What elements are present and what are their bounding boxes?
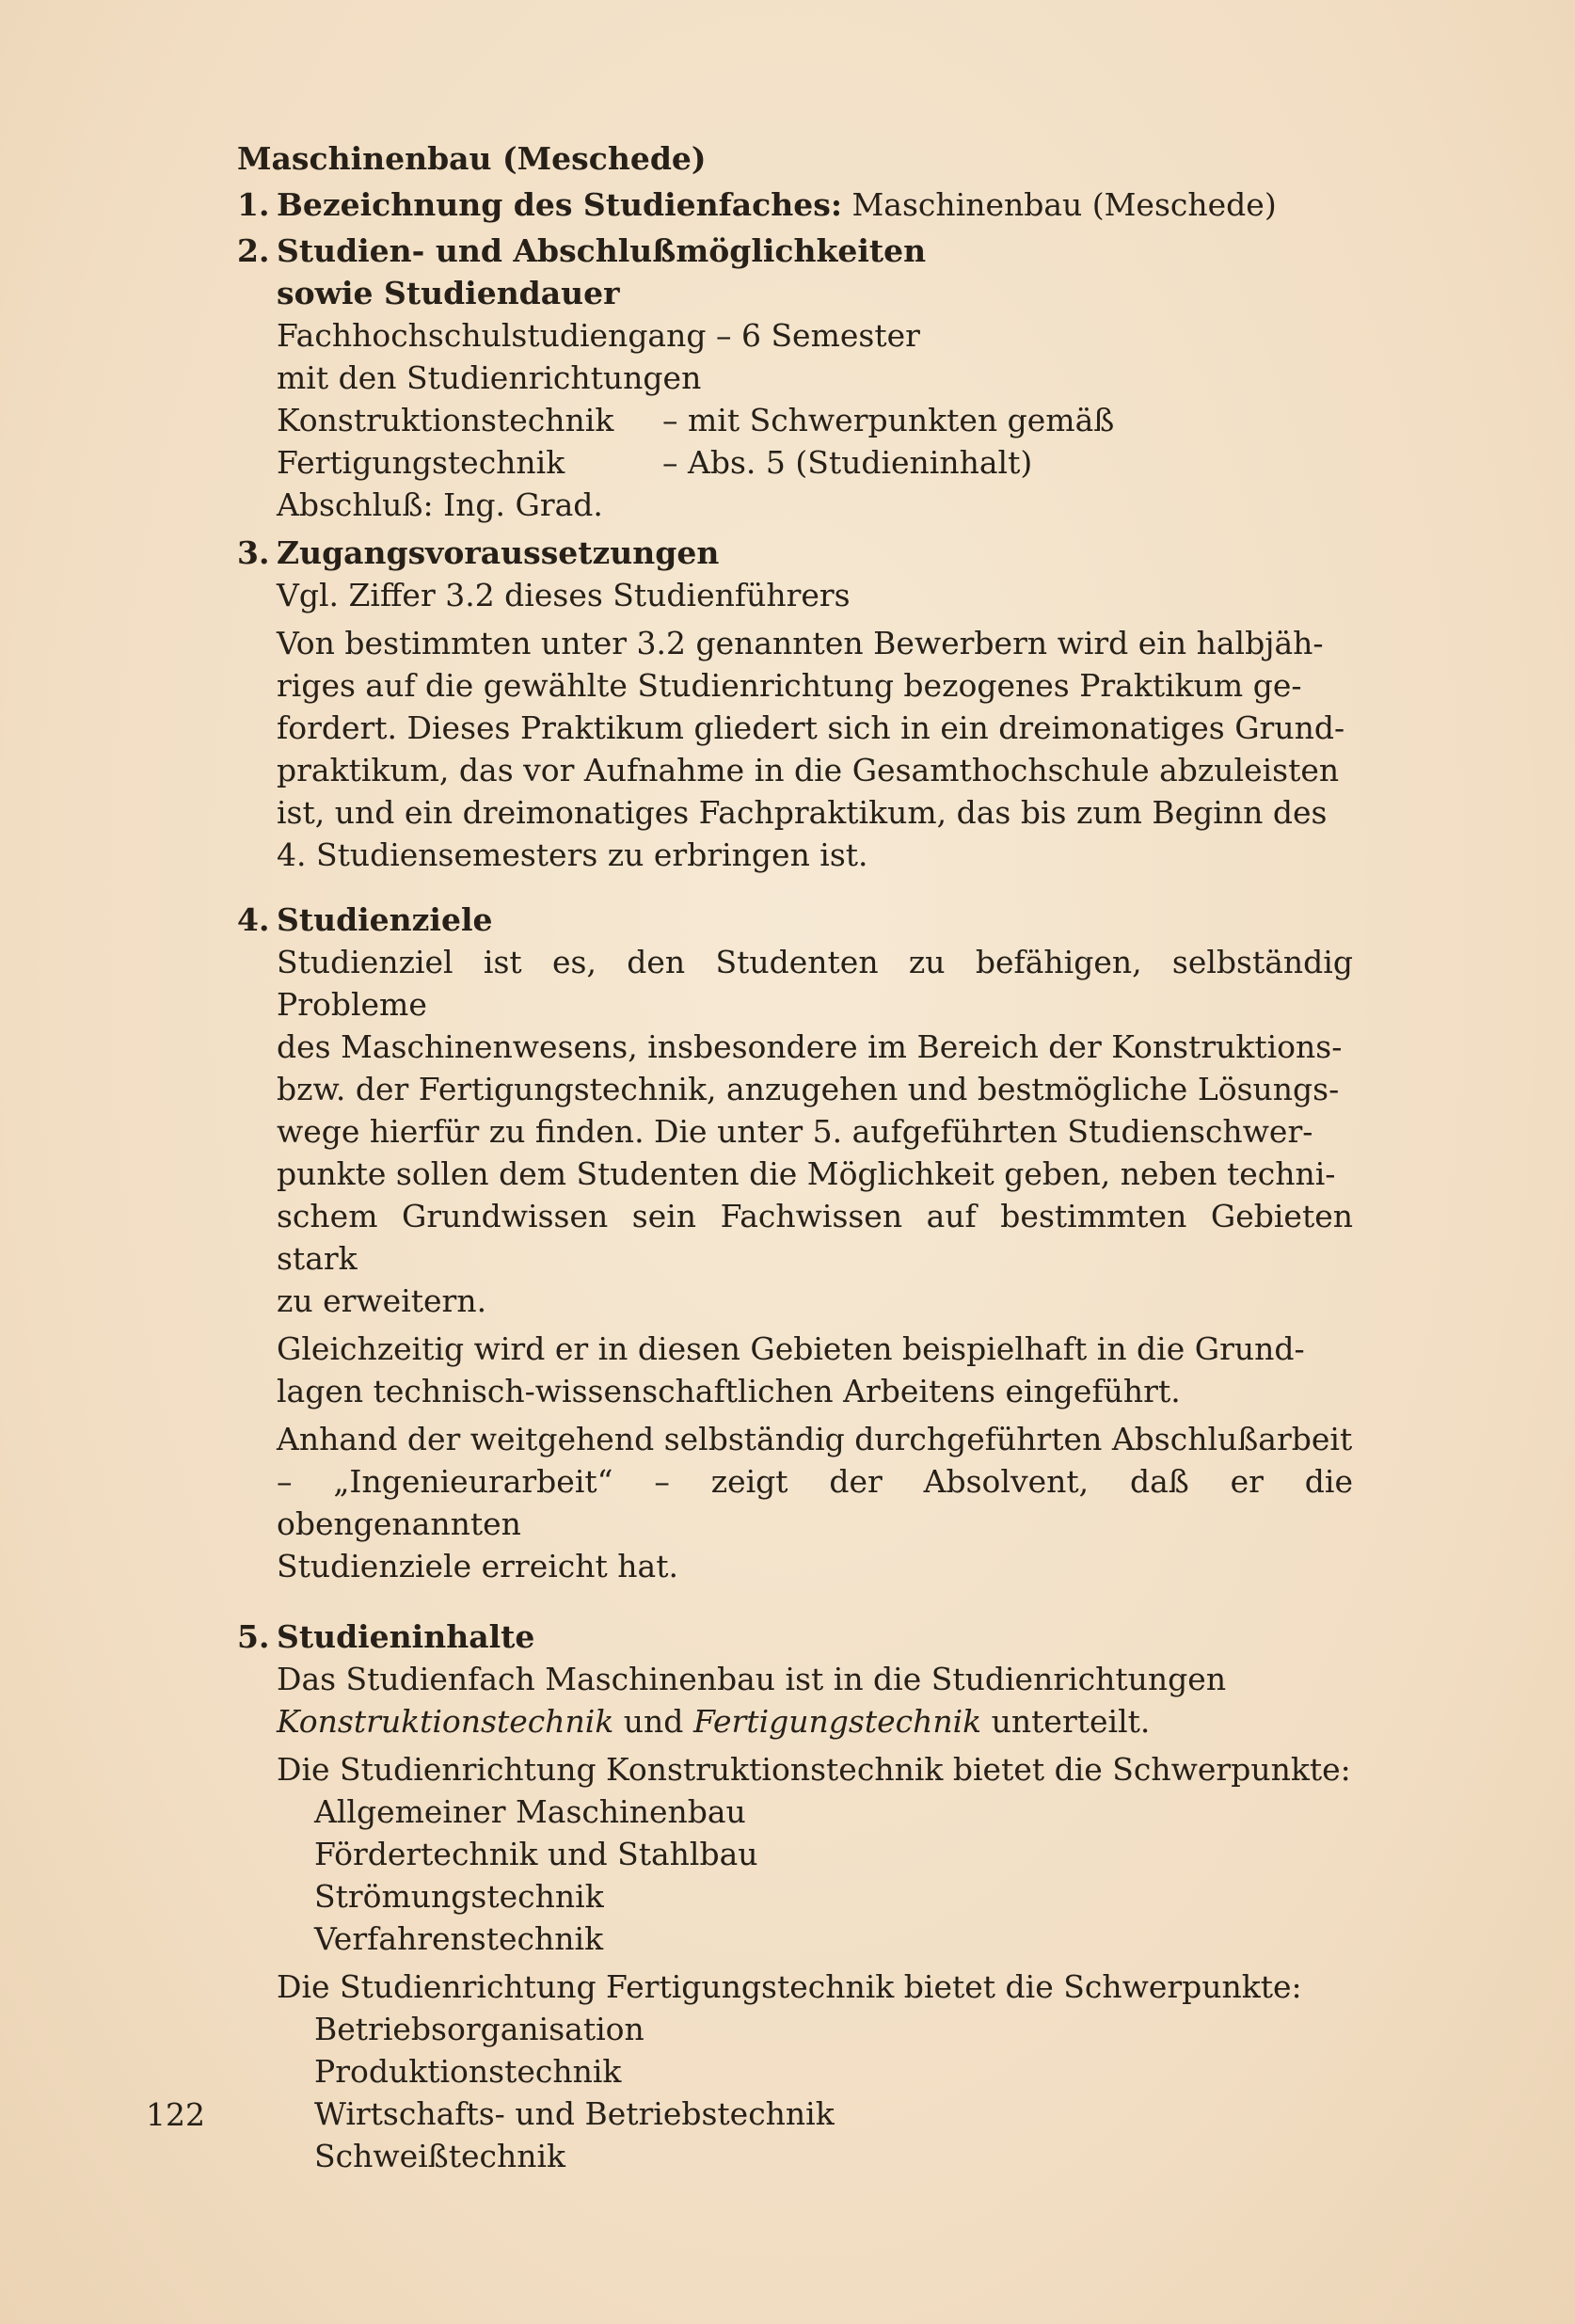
section-number: 3.	[237, 534, 270, 571]
study-direction-row	[277, 399, 1353, 441]
focus-list-construction	[277, 1791, 1353, 1960]
text-line: Die Studienrichtung Fertigungstechnik bietet die Schwerpunkte:	[277, 1968, 1302, 2005]
list-item: Betriebsorganisation	[314, 2011, 644, 2047]
italic-term: Konstruktionstechnik	[277, 1703, 614, 1740]
list-item: Verfahrenstechnik	[314, 1920, 604, 1957]
text-line: fordert. Dieses Praktikum gliedert sich in ein dreimonatiges Grund-	[277, 709, 1345, 746]
document-title: Maschinenbau (Meschede)	[237, 140, 707, 177]
text-line	[277, 1700, 1353, 1743]
text-line: Abschluß: Ing. Grad.	[277, 486, 603, 523]
text-line: lagen technisch-wissenschaftlichen Arbeitens eingeführt.	[277, 1373, 1181, 1409]
section-5	[237, 1616, 1353, 2177]
text-line: riges auf die gewählte Studienrichtung bezogenes Praktikum ge-	[277, 667, 1302, 704]
text-line: – „Ingenieurarbeit“ – zeigt der Absolvent, daß er die obengenannten	[277, 1463, 1353, 1542]
section-2	[237, 230, 1353, 526]
section-3	[237, 532, 1353, 876]
section-number: 1.	[237, 186, 270, 223]
text-line: Anhand der weitgehend selbständig durchgeführten Abschlußarbeit	[277, 1421, 1353, 1457]
direction-name: Fertigungstechnik	[277, 444, 565, 481]
text-line: Von bestimmten unter 3.2 genannten Bewerbern wird ein halbjäh-	[277, 625, 1324, 661]
study-direction-row	[277, 441, 1353, 484]
text-line: schem Grundwissen sein Fachwissen auf bestimmten Gebieten stark	[277, 1198, 1353, 1277]
text-line: des Maschinenwesens, insbesondere im Bereich der Konstruktions-	[277, 1028, 1343, 1065]
section-heading: Studienziele	[277, 901, 493, 938]
section-1	[237, 183, 1353, 226]
text-line: Gleichzeitig wird er in diesen Gebieten beispielhaft in die Grund-	[277, 1330, 1305, 1367]
text-line: mit den Studienrichtungen	[277, 359, 702, 396]
text-line: wege hierfür zu finden. Die unter 5. aufgeführten Studienschwer-	[277, 1113, 1313, 1150]
section-heading: Bezeichnung des Studienfaches:	[277, 186, 843, 223]
text-line: Die Studienrichtung Konstruktionstechnik bietet die Schwerpunkte:	[277, 1751, 1351, 1788]
list-item: Strömungstechnik	[314, 1878, 604, 1915]
section-number: 4.	[237, 901, 270, 938]
section-heading-cont: sowie Studiendauer	[277, 275, 620, 311]
text-line: Studienziele erreicht hat.	[277, 1548, 678, 1584]
text-line: 4. Studiensemesters zu erbringen ist.	[277, 836, 868, 873]
direction-note: – mit Schwerpunkten gemäß	[662, 402, 1115, 438]
list-item: Fördertechnik und Stahlbau	[314, 1836, 758, 1872]
list-item: Produktionstechnik	[314, 2053, 622, 2090]
text-line: Studienziel ist es, den Studenten zu befähigen, selbständig Probleme	[277, 944, 1353, 1023]
text-line: punkte sollen dem Studenten die Möglichkeit geben, neben techni-	[277, 1155, 1336, 1192]
text-line: bzw. der Fertigungstechnik, anzugehen und bestmögliche Lösungs-	[277, 1071, 1340, 1107]
text-line: Vgl. Ziffer 3.2 dieses Studienführers	[277, 577, 851, 613]
focus-list-production	[277, 2008, 1353, 2177]
section-heading: Studien- und Abschlußmöglichkeiten	[277, 232, 927, 269]
page-number: 122	[146, 2096, 205, 2133]
list-item: Wirtschafts- und Betriebstechnik	[314, 2095, 835, 2132]
direction-name: Konstruktionstechnik	[277, 402, 614, 438]
section-number: 2.	[237, 232, 270, 269]
section-heading-value: Maschinenbau (Meschede)	[842, 186, 1277, 223]
paragraph	[277, 941, 1353, 1322]
section-4	[237, 899, 1353, 1587]
text-line: Fachhochschulstudiengang – 6 Semester	[277, 317, 920, 354]
text-line: ist, und ein dreimonatiges Fachpraktikum, das bis zum Beginn des	[277, 794, 1328, 831]
list-item: Schweißtechnik	[314, 2138, 566, 2174]
paragraph	[277, 1418, 1353, 1587]
text-line: Das Studienfach Maschinenbau ist in die Studienrichtungen	[277, 1661, 1227, 1697]
section-number: 5.	[237, 1618, 270, 1655]
text-line: praktikum, das vor Aufnahme in die Gesamthochschule abzuleisten	[277, 752, 1340, 788]
section-heading: Studieninhalte	[277, 1618, 535, 1655]
page-content	[237, 137, 1353, 2181]
text-fragment: unterteilt.	[981, 1703, 1151, 1740]
list-item: Allgemeiner Maschinenbau	[314, 1793, 746, 1830]
direction-note: – Abs. 5 (Studieninhalt)	[662, 444, 1033, 481]
paragraph	[277, 622, 1353, 876]
text-fragment: und	[613, 1703, 693, 1740]
text-line: zu erweitern.	[277, 1282, 487, 1319]
paragraph	[277, 1328, 1353, 1412]
italic-term: Fertigungstechnik	[692, 1703, 982, 1740]
section-heading: Zugangsvoraussetzungen	[277, 534, 720, 571]
